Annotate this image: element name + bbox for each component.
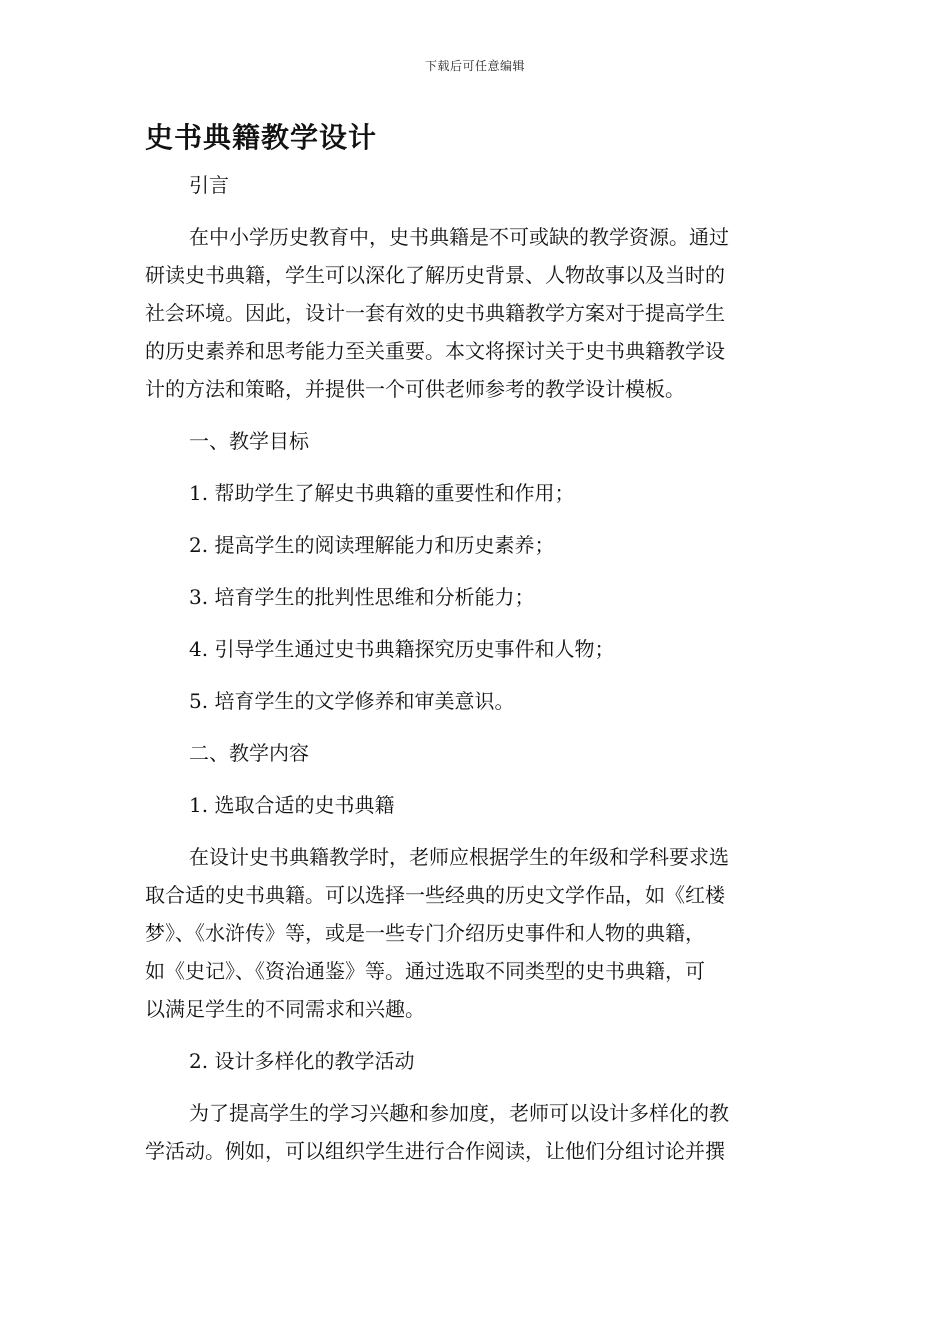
section-heading-intro: 引言 [189,173,229,197]
paragraph-line: 的历史素养和思考能力至关重要。本文将探讨关于史书典籍教学设 [145,339,725,363]
header-note: 下载后可任意编辑 [424,59,525,73]
paragraph-line: 梦》、《水浒传》等，或是一些专门介绍历史事件和人物的典籍， [145,921,705,945]
list-item-goal-2: 2. 提高学生的阅读理解能力和历史素养； [189,533,555,557]
paragraph-activities [145,1094,800,1170]
paragraph-line: 在中小学历史教育中，史书典籍是不可或缺的教学资源。通过 [189,225,729,249]
paragraph-line: 社会环境。因此，设计一套有效的史书典籍教学方案对于提高学生 [145,301,725,325]
subsection-heading-1: 1. 选取合适的史书典籍 [189,793,395,817]
paragraph-line: 如《史记》、《资治通鉴》等。通过选取不同类型的史书典籍，可 [145,959,705,983]
document-title: 史书典籍教学设计 [145,121,378,154]
list-item-goal-3: 3. 培育学生的批判性思维和分析能力； [189,585,535,609]
paragraph-line: 研读史书典籍，学生可以深化了解历史背景、人物故事以及当时的 [145,263,725,287]
paragraph-line: 在设计史书典籍教学时，老师应根据学生的年级和学科要求选 [189,845,729,869]
document-body [145,166,800,1184]
paragraph-line: 学活动。例如，可以组织学生进行合作阅读，让他们分组讨论并撰 [145,1139,725,1163]
list-item-goal-1: 1. 帮助学生了解史书典籍的重要性和作用； [189,481,575,505]
list-item-goal-4: 4. 引导学生通过史书典籍探究历史事件和人物； [189,637,615,661]
paragraph-intro [145,218,800,408]
paragraph-line: 计的方法和策略，并提供一个可供老师参考的教学设计模板。 [145,377,685,401]
subsection-heading-2: 2. 设计多样化的教学活动 [189,1049,415,1073]
section-heading-content: 二、教学内容 [189,741,309,765]
section-heading-goals: 一、教学目标 [189,429,309,453]
list-item-goal-5: 5. 培育学生的文学修养和审美意识。 [189,689,515,713]
paragraph-line: 取合适的史书典籍。可以选择一些经典的历史文学作品，如《红楼 [145,883,725,907]
paragraph-line: 以满足学生的不同需求和兴趣。 [145,997,425,1021]
paragraph-selection [145,838,800,1028]
paragraph-line: 为了提高学生的学习兴趣和参加度，老师可以设计多样化的教 [189,1101,729,1125]
